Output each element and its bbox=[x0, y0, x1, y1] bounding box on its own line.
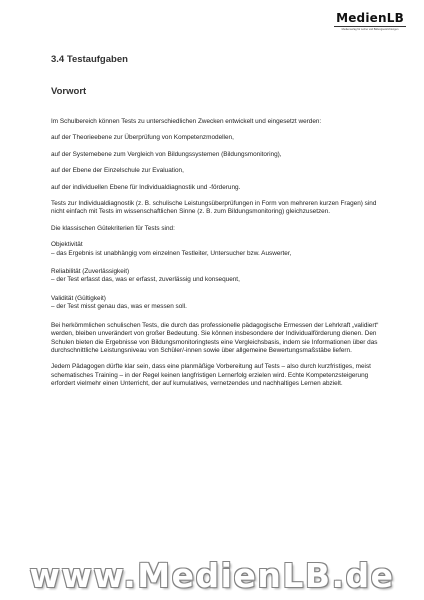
criterion-objektivitaet bbox=[51, 241, 385, 258]
paragraph: auf der Systemebene zum Vergleich von Bildungssystemen (Bildungsmonitoring), bbox=[51, 150, 282, 158]
criterion-reliabilitaet bbox=[51, 268, 385, 285]
paragraph: Im Schulbereich können Tests zu unterschiedlichen Zwecken entwickelt und eingesetzt werden: bbox=[51, 118, 322, 125]
paragraph: auf der individuellen Ebene für Individualdiagnostik und -förderung. bbox=[51, 183, 241, 191]
logo-rule bbox=[334, 26, 406, 27]
criterion-title: Reliabilität (Zuverlässigkeit) bbox=[51, 268, 130, 276]
medienlb-logo bbox=[334, 12, 406, 31]
paragraph: Tests zur Individualdiagnostik (z. B. schulische Leistungsüberprüfungen in Form von mehreren kurzen Fragen) sind nicht einfach mit Tests im wissenschaftlichen Sinne (z. B. zum Bildungsmonitoring) gleichzusetzen. bbox=[51, 200, 377, 216]
page-content bbox=[51, 54, 385, 397]
paragraph: auf der Ebene der Einzelschule zur Evaluation, bbox=[51, 167, 184, 175]
paragraph: Bei herkömmlichen schulischen Tests, die durch das professionelle pädagogische Ermessen der Lehrkraft „validiert“ werden, bleiben unverändert von großer Bedeutung. Sie können insbesondere der Individualförderung dienen. Den Schulen bieten die Ergebnisse von Bildungsmonitoringtests eine Vergleichsbasis, indem sie Informationen über das durchschnittliche Leistungsniveau von Schüler/-innen sowie über allgemeine Bewertungsmaßstäbe liefern. bbox=[51, 321, 379, 354]
section-title: 3.4 Testaufgaben bbox=[51, 54, 128, 65]
body-text bbox=[51, 118, 385, 389]
criterion-title: Objektivität bbox=[51, 241, 83, 249]
paragraph: auf der Theorieebene zur Überprüfung von Kompetenzmodellen, bbox=[51, 134, 234, 142]
criterion-text: – der Test misst genau das, was er messen soll. bbox=[51, 303, 187, 311]
logo-wordmark: MedienLB bbox=[336, 11, 404, 25]
watermark-url: www.MedienLB.de bbox=[29, 556, 395, 595]
criterion-text: – der Test erfasst das, was er erfasst, zuverlässig und konsequent, bbox=[51, 276, 240, 284]
criterion-text: – das Ergebnis ist unabhängig vom einzelnen Testleiter, Untersucher bzw. Auswerter, bbox=[51, 249, 292, 257]
paragraph: Jedem Pädagogen dürfte klar sein, dass eine planmäßige Vorbereitung auf Tests – also durch kurzfristiges, meist schematisches Training – in der Regel keinen langfristigen Lernerfolg erzielen wird. Echte Kompetenzsteigerung erfordert vielmehr einen Unterricht, der auf kumulatives, vernetzendes und nachhaltiges Lernen abzielt. bbox=[51, 363, 371, 388]
criterion-title: Validität (Gültigkeit) bbox=[51, 294, 106, 302]
criterion-validitaet bbox=[51, 295, 385, 312]
logo-tagline: Medienverlag für Lehrer und Bildungseinrichtungen bbox=[341, 28, 399, 31]
paragraph: Die klassischen Gütekriterien für Tests sind: bbox=[51, 224, 175, 232]
subtitle-vorwort: Vorwort bbox=[51, 86, 87, 97]
